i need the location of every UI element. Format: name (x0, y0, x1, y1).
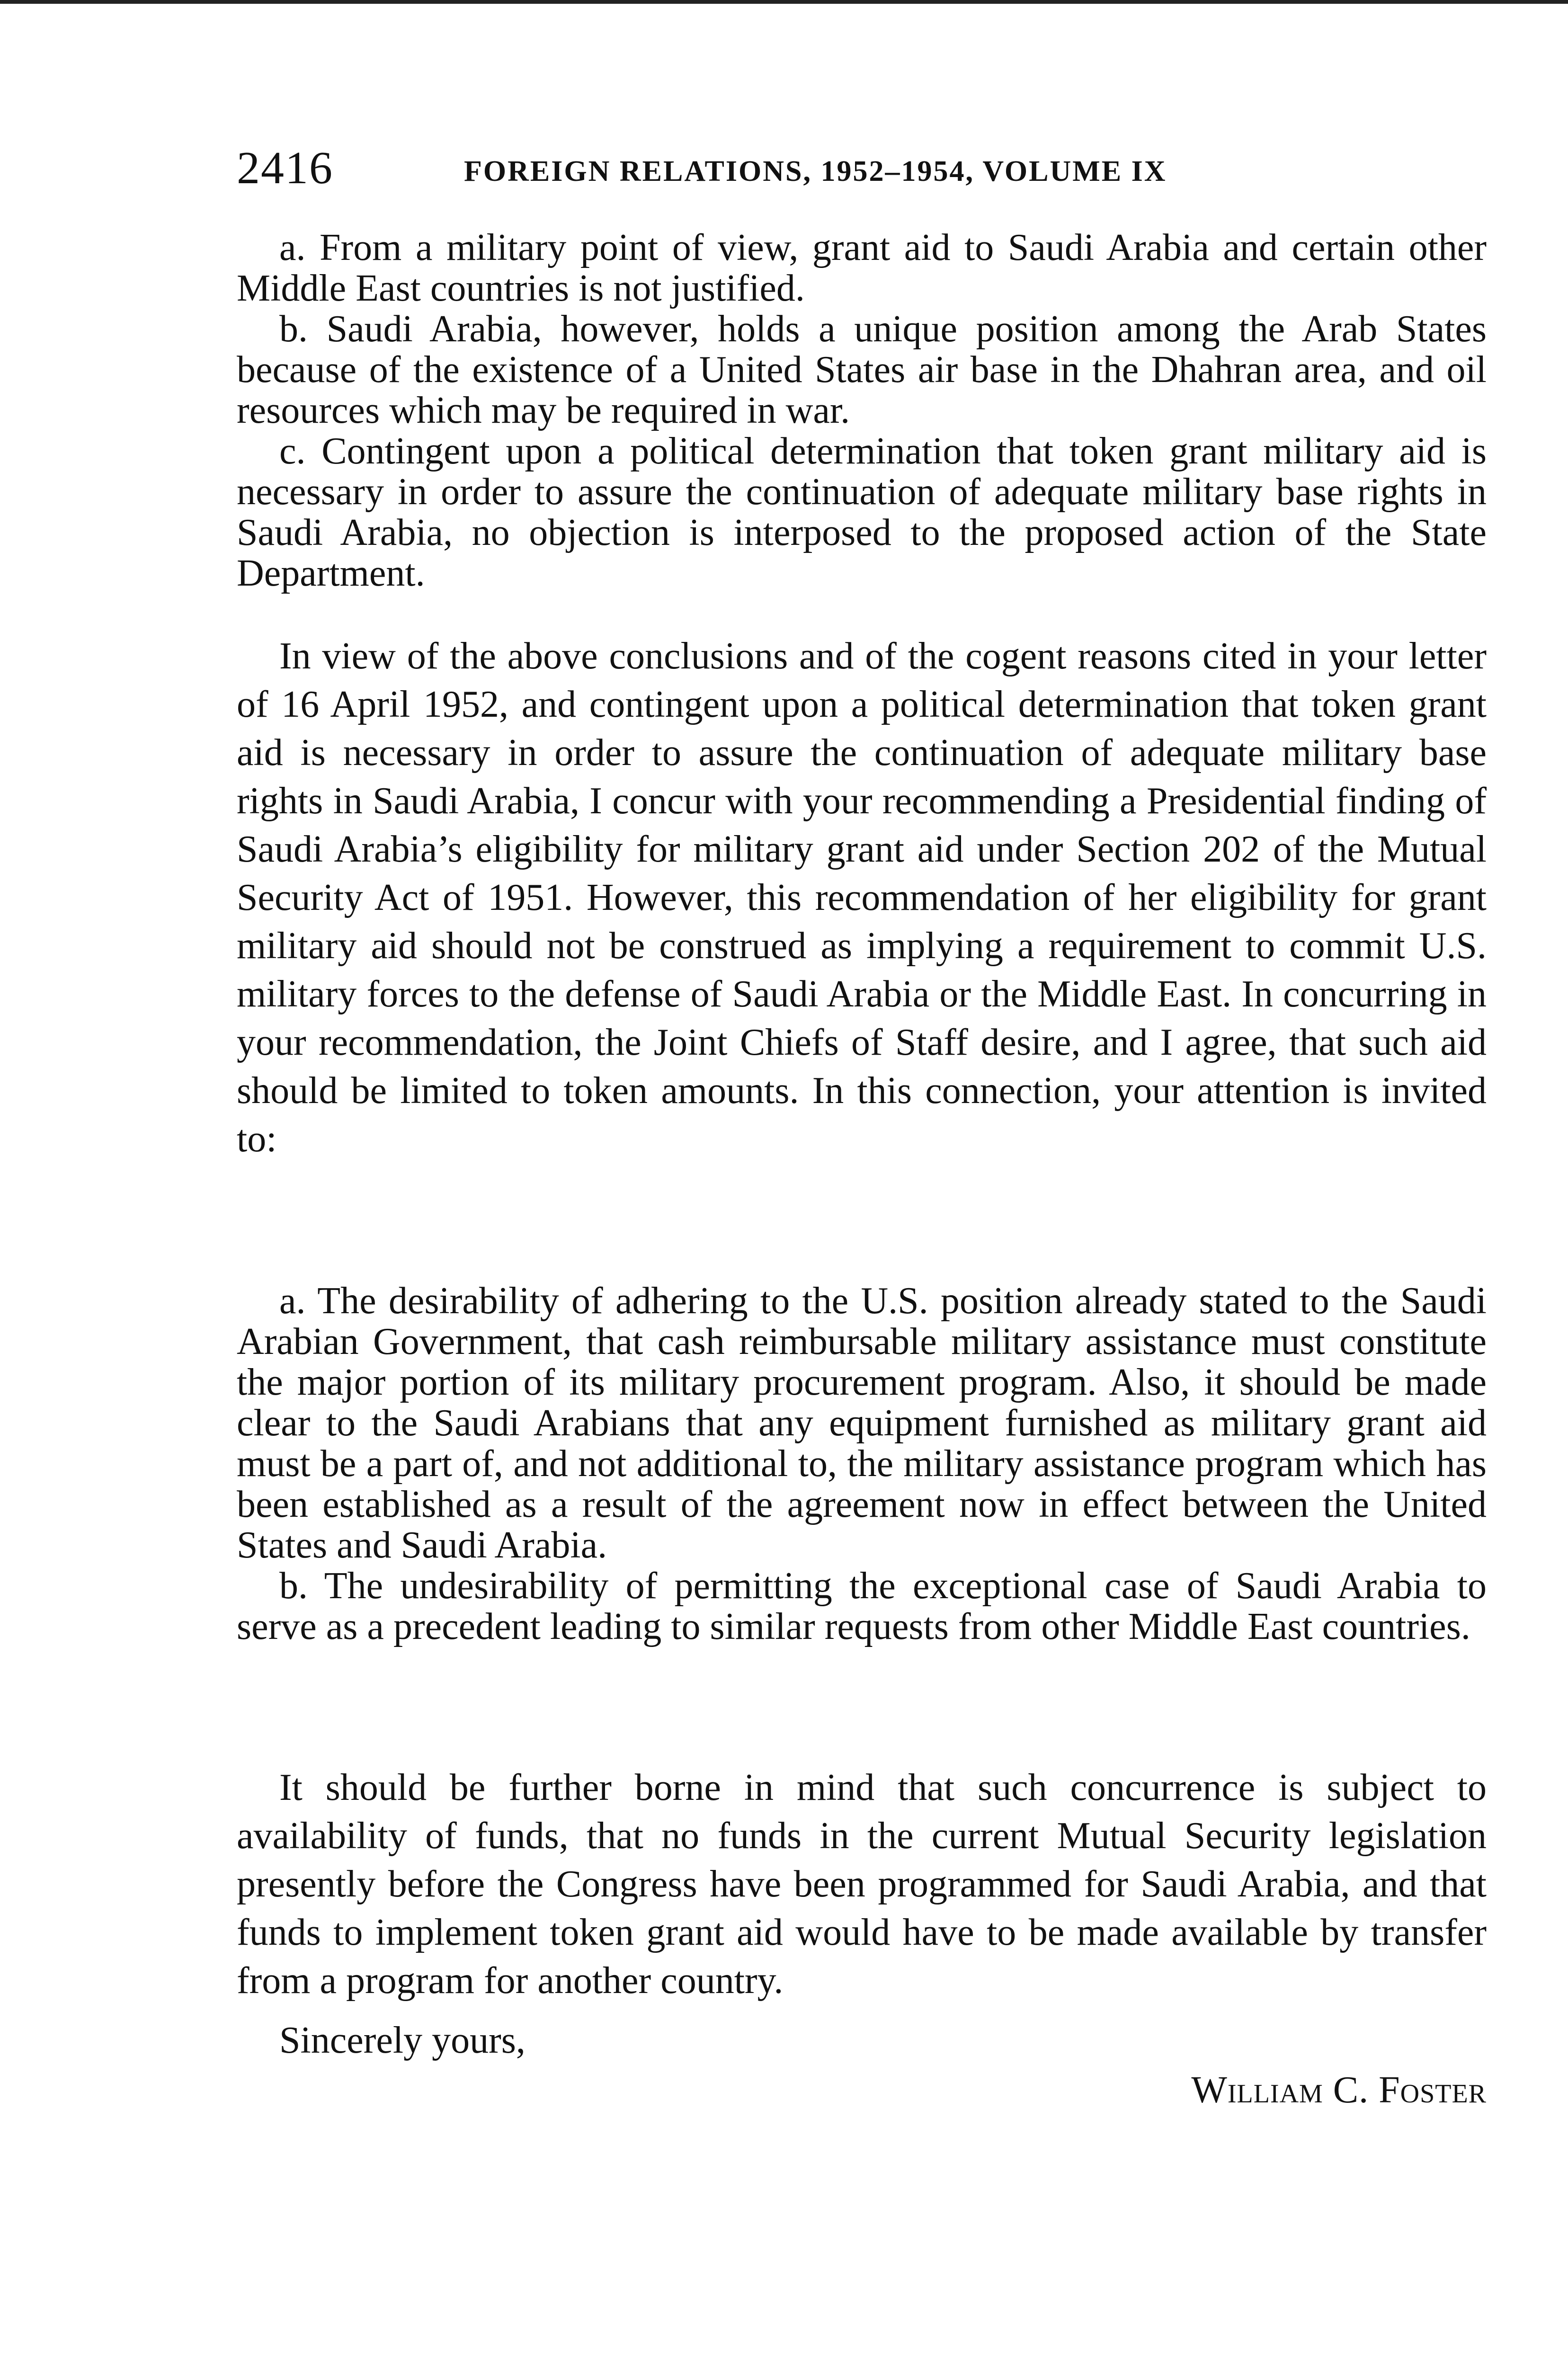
attention-item: b. The undesirability of permitting the exceptional case of Saudi Arabia to serve as a precedent leading to similar requests from other Middle East countries. (237, 1565, 1487, 1647)
page-number: 2416 (237, 142, 333, 194)
conclusion-item: a. From a military point of view, grant aid to Saudi Arabia and certain other Middle East countries is not justified. (237, 227, 1487, 309)
signature: William C. Foster (1191, 2069, 1487, 2111)
conclusions-list (237, 227, 1487, 594)
concurrence-paragraph-block (237, 632, 1487, 1163)
funds-paragraph-block (237, 1763, 1487, 2005)
page-header (237, 142, 1487, 194)
conclusion-item: c. Contingent upon a political determination that token grant military aid is necessary in order to assure the continuation of adequate military base rights in Saudi Arabia, no objection is interposed to the proposed action of the State Department. (237, 430, 1487, 594)
concurrence-paragraph: In view of the above conclusions and of the cogent reasons cited in your letter of 16 April 1952, and contingent upon a political determination that token grant aid is necessary in order to assure the continuation of adequate military base rights in Saudi Arabia, I concur with your recommending a Presidential finding of Saudi Arabia’s eligibility for military grant aid under Section 202 of the Mutual Security Act of 1951. However, this recommendation of her eligibility for grant military aid should not be construed as implying a requirement to commit U.S. military forces to the defense of Saudi Arabia or the Middle East. In concurring in your recommendation, the Joint Chiefs of Staff desire, and I agree, that such aid should be limited to token amounts. In this connection, your attention is invited to: (237, 635, 1487, 1160)
funds-paragraph: It should be further borne in mind that such concurrence is subject to availability of funds, that no funds in the current Mutual Security legislation presently before the Congress have been programmed for Saudi Arabia, and that funds to implement token grant aid would have to be made available by transfer from a program for another country. (237, 1767, 1487, 2002)
conclusion-item: b. Saudi Arabia, however, holds a unique position among the Arab States because of the existence of a United States air base in the Dhahran area, and oil resources which may be required in war. (237, 308, 1487, 431)
running-head: FOREIGN RELATIONS, 1952–1954, VOLUME IX (464, 155, 1167, 187)
closing-salutation: Sincerely yours, (279, 2020, 526, 2061)
scan-top-border (0, 0, 1568, 4)
attention-item: a. The desirability of adhering to the U.S. position already stated to the Saudi Arabian Government, that cash reimbursable military assistance must constitute the major portion of its military procurement program. Also, it should be made clear to the Saudi Arabians that any equipment furnished as military grant aid must be a part of, and not additional to, the military assistance program which has been established as a result of the agreement now in effect between the United States and Saudi Arabia. (237, 1280, 1487, 1566)
attention-items-list (237, 1281, 1487, 1647)
